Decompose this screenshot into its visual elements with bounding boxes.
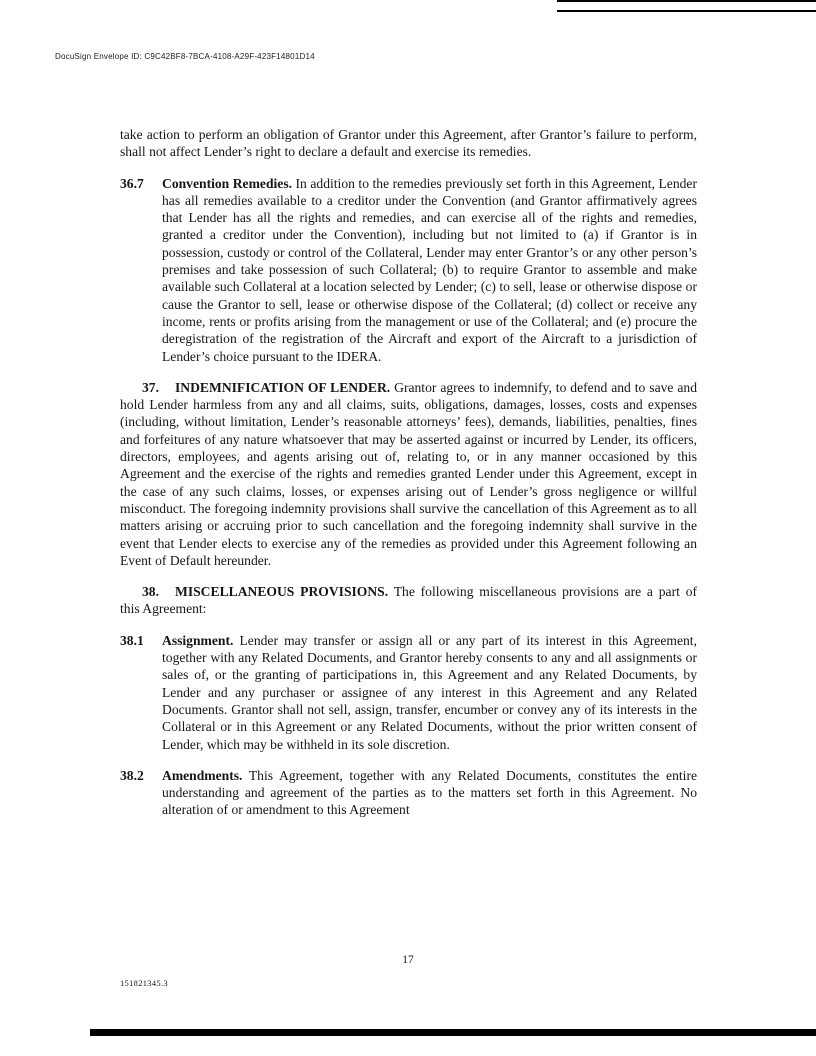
section-38 (120, 583, 697, 618)
section-38-1 (120, 632, 697, 753)
page-number: 17 (402, 954, 414, 966)
section-38-2-number: 38.2 (120, 767, 144, 783)
document-body (120, 126, 697, 833)
section-37-title: INDEMNIFICATION OF LENDER. (175, 379, 391, 395)
section-38-2-title: Amendments. (162, 767, 243, 783)
section-38-number: 38. (142, 584, 159, 600)
docusign-envelope-id: DocuSign Envelope ID: C9C42BF8-7BCA-4108-A29F-423F14801D14 (55, 52, 315, 61)
section-38-1-body (162, 632, 697, 753)
section-38-1-number: 38.1 (120, 632, 144, 648)
section-38-text: The following miscellaneous provisions are a part of this Agreement: (120, 584, 698, 617)
document-reference-number: 151821345.3 (120, 978, 168, 988)
section-36-7-title: Convention Remedies. (162, 175, 293, 191)
section-38-2 (120, 767, 697, 819)
section-38-1-text: Lender may transfer or assign all or any part of its interest in this Agreement, together with any Related Documents, and Grantor hereby consents to any and all assignments or sales of, or the granting of participations in, this Agreement and any Related Documents, by Lender and any purchaser or assignee of any interest in this Agreement and any Related Documents. Grantor shall not sell, assign, transfer, encumber or convey any of its interests in the Collateral or in this Agreement or any Related Documents, without the prior written consent of Lender, which may be withheld in its sole discretion. (162, 632, 697, 752)
section-36-7-body (162, 175, 697, 365)
section-37-text: Grantor agrees to indemnify, to defend and to save and hold Lender harmless from any and all claims, suits, obligations, damages, losses, costs and expenses (including, without limitation, Lender’s reasonable attorneys’ fees), demands, liabilities, penalties, fines and forfeitures of any nature whatsoever that may be asserted against or incurred by Lender, its officers, directors, employees, and agents arising out of, relating to, or in any manner occasioned by this Agreement and the exercise of the rights and remedies granted Lender under this Agreement, except in the case of any such claims, losses, or expenses arising out of Lender’s gross negligence or willful misconduct. The foregoing indemnity provisions shall survive the cancellation of this Agreement as to all matters arising or accruing prior to such cancellation and the foregoing indemnity shall survive in the event that Lender elects to exercise any of the remedies as provided under this Agreement following an Event of Default hereunder. (120, 379, 697, 568)
section-36-7-number: 36.7 (120, 175, 144, 191)
section-36-7-text: In addition to the remedies previously set forth in this Agreement, Lender has all remedies available to a creditor under the Convention (and Grantor affirmatively agrees that Lender has all the rights and remedies, and can exercise all of the rights and remedies, granted a creditor under the Convention), including but not limited to (a) if Grantor is in possession, custody or control of the Collateral, Lender may enter Grantor’s or any other person’s premises and take possession of such Collateral; (b) to require Grantor to assemble and make available such Collateral at a location selected by Lender; (c) to sell, lease or otherwise dispose or cause the Grantor to sell, lease or otherwise dispose of the Collateral; (d) collect or receive any income, rents or profits arising from the management or use of the Collateral; and (e) procure the deregistration of the registration of the Aircraft and export of the Aircraft to a jurisdiction of Lender’s choice pursuant to the IDERA. (162, 175, 697, 364)
section-37 (120, 379, 697, 569)
scan-artifact-line-top-2 (557, 10, 816, 12)
section-38-2-text: This Agreement, together with any Related Documents, constitutes the entire understanding and agreement of the parties as to the matters set forth in this Agreement. No alteration of or amendment to this Agreement (162, 767, 698, 818)
section-38-2-body (162, 767, 697, 819)
section-37-number: 37. (142, 379, 159, 395)
scan-artifact-line-bottom (90, 1029, 816, 1036)
section-38-1-title: Assignment. (162, 632, 234, 648)
section-38-title: MISCELLANEOUS PROVISIONS. (175, 584, 389, 600)
scan-artifact-line-top-1 (557, 0, 816, 2)
paragraph-continuation: take action to perform an obligation of Grantor under this Agreement, after Grantor’s failure to perform, shall not affect Lender’s right to declare a default and exercise its remedies. (120, 127, 697, 160)
section-36-7 (120, 175, 697, 365)
